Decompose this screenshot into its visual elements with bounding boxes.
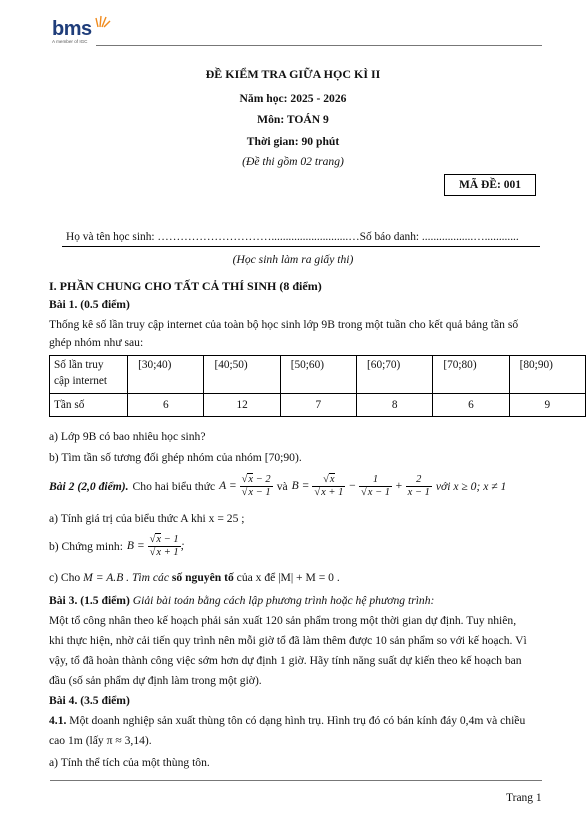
logo — [52, 18, 92, 44]
bai1-title: Bài 1. (0.5 điểm) — [49, 298, 130, 311]
bai2-question-a: a) Tính giá trị của biểu thức A khi x = 25 ; — [49, 512, 245, 525]
header-rule — [96, 45, 542, 46]
table-cell-group: [70;80) — [433, 356, 509, 394]
bai4-p41-line-2: cao 1m (lấy π ≈ 3,14). — [49, 734, 152, 747]
table-cell-freq: 9 — [509, 394, 585, 417]
pages-note: (Đề thi gồm 02 trang) — [242, 155, 344, 168]
exam-title: ĐỀ KIỂM TRA GIỮA HỌC KÌ II — [205, 67, 381, 81]
school-year: Năm học: 2025 - 2026 — [239, 92, 347, 105]
student-note: (Học sinh làm ra giấy thi) — [232, 253, 354, 266]
duration: Thời gian: 90 phút — [246, 135, 340, 148]
table-row-header-2: Tần số — [50, 394, 128, 417]
bai4-p41-line-1: 4.1. Một doanh nghiệp sản xuất thùng tôn có dạng hình trụ. Hình trụ đó có bán kính đáy 0,4m và chiều — [49, 714, 526, 727]
logo-text: bms — [52, 18, 92, 40]
and-word: và — [276, 480, 288, 493]
bai3-line-2: khi thực hiện, nhờ cải tiến quy trình nên mỗi giờ tổ đã làm thêm được 10 sản phẩm so với kế hoạch. Vì — [49, 634, 527, 647]
table-cell-group: [80;90) — [509, 356, 585, 394]
subject: Môn: TOÁN 9 — [257, 113, 329, 126]
table-cell-group: [60;70) — [357, 356, 433, 394]
bai1-question-b: b) Tìm tần số tương đối ghép nhóm của nhóm [70;90). — [49, 451, 302, 464]
student-id-label: Số báo danh: ..................…............ — [359, 231, 519, 243]
logo-tagline: A member of IGC — [52, 39, 88, 44]
bai3-subtitle: Giải bài toán bằng cách lập phương trình hoặc hệ phương trình: — [132, 594, 435, 607]
frequency-table — [49, 355, 586, 417]
bai2-title: Bài 2 (2,0 điểm). — [49, 480, 129, 493]
bai1-intro-2: ghép nhóm như sau: — [49, 336, 144, 349]
bai2-question-c: c) Cho M = A.B . Tìm các số nguyên tố của x để |M| + M = 0 . — [49, 571, 340, 584]
formula-a: A = $\frac{√x - 2}{√x - 1}$ — [219, 474, 271, 498]
student-rule — [62, 246, 540, 247]
page-number: Trang 1 — [506, 792, 542, 804]
table-cell-freq: 6 — [433, 394, 509, 417]
section-title: I. PHẦN CHUNG CHO TẤT CẢ THÍ SINH (8 điểm) — [49, 279, 322, 293]
table-cell-group: [50;60) — [280, 356, 356, 394]
bai3-line-4: đầu (số sản phẩm dự định làm trong một giờ). — [49, 674, 262, 687]
logo-burst-icon — [94, 14, 112, 28]
bai2-statement — [49, 474, 506, 499]
table-cell-group: [40;50) — [204, 356, 280, 394]
table-cell-freq: 8 — [357, 394, 433, 417]
bai3-line-1: Một tổ công nhân theo kế hoạch phải sản xuất 120 sản phẩm trong một thời gian dự định. Tuy nhiên, — [49, 614, 517, 627]
bai2-condition: với x ≥ 0; x ≠ 1 — [435, 480, 507, 493]
table-cell-freq: 12 — [204, 394, 280, 417]
formula-b: B = $\frac{√x}{√x + 1}$ − $\frac{1}{√x - 1}$ + $\frac{2}{x - 1}$ — [291, 474, 430, 498]
table-row-header-1: Số lần truy cập internet — [50, 356, 128, 394]
table-cell-freq: 6 — [128, 394, 204, 417]
formula-b-proof: B = $\frac{√x - 1}{√x + 1}$ ; — [126, 534, 185, 558]
footer-rule — [50, 780, 542, 781]
bai2-intro: Cho hai biểu thức — [132, 480, 216, 493]
student-info — [66, 231, 519, 243]
table-cell-freq: 7 — [280, 394, 356, 417]
bai1-question-a: a) Lớp 9B có bao nhiêu học sinh? — [49, 430, 206, 443]
exam-code-box: MÃ ĐỀ: 001 — [444, 174, 536, 196]
bai1-intro-1: Thống kê số lần truy cập internet của toàn bộ học sinh lớp 9B trong một tuần cho kết quả bảng tần số — [49, 318, 519, 331]
bai3-title: Bài 3. (1.5 điểm) — [49, 594, 130, 607]
student-name-label: Họ và tên học sinh: …………………………...........................… — [66, 231, 360, 243]
bai3-line-3: vậy, tổ đã hoàn thành công việc sớm hơn dự định 1 giờ. Hãy tính năng suất dự kiến theo kế hoạch ban — [49, 654, 522, 667]
bai4-question-a: a) Tính thể tích của một thùng tôn. — [49, 756, 210, 769]
bai2-question-b: b) Chứng minh: B = $\frac{√x - 1}{√x + 1}$ ; — [49, 534, 185, 558]
bai4-title: Bài 4. (3.5 điểm) — [49, 694, 130, 707]
table-cell-group: [30;40) — [128, 356, 204, 394]
bai3-heading — [49, 594, 434, 607]
